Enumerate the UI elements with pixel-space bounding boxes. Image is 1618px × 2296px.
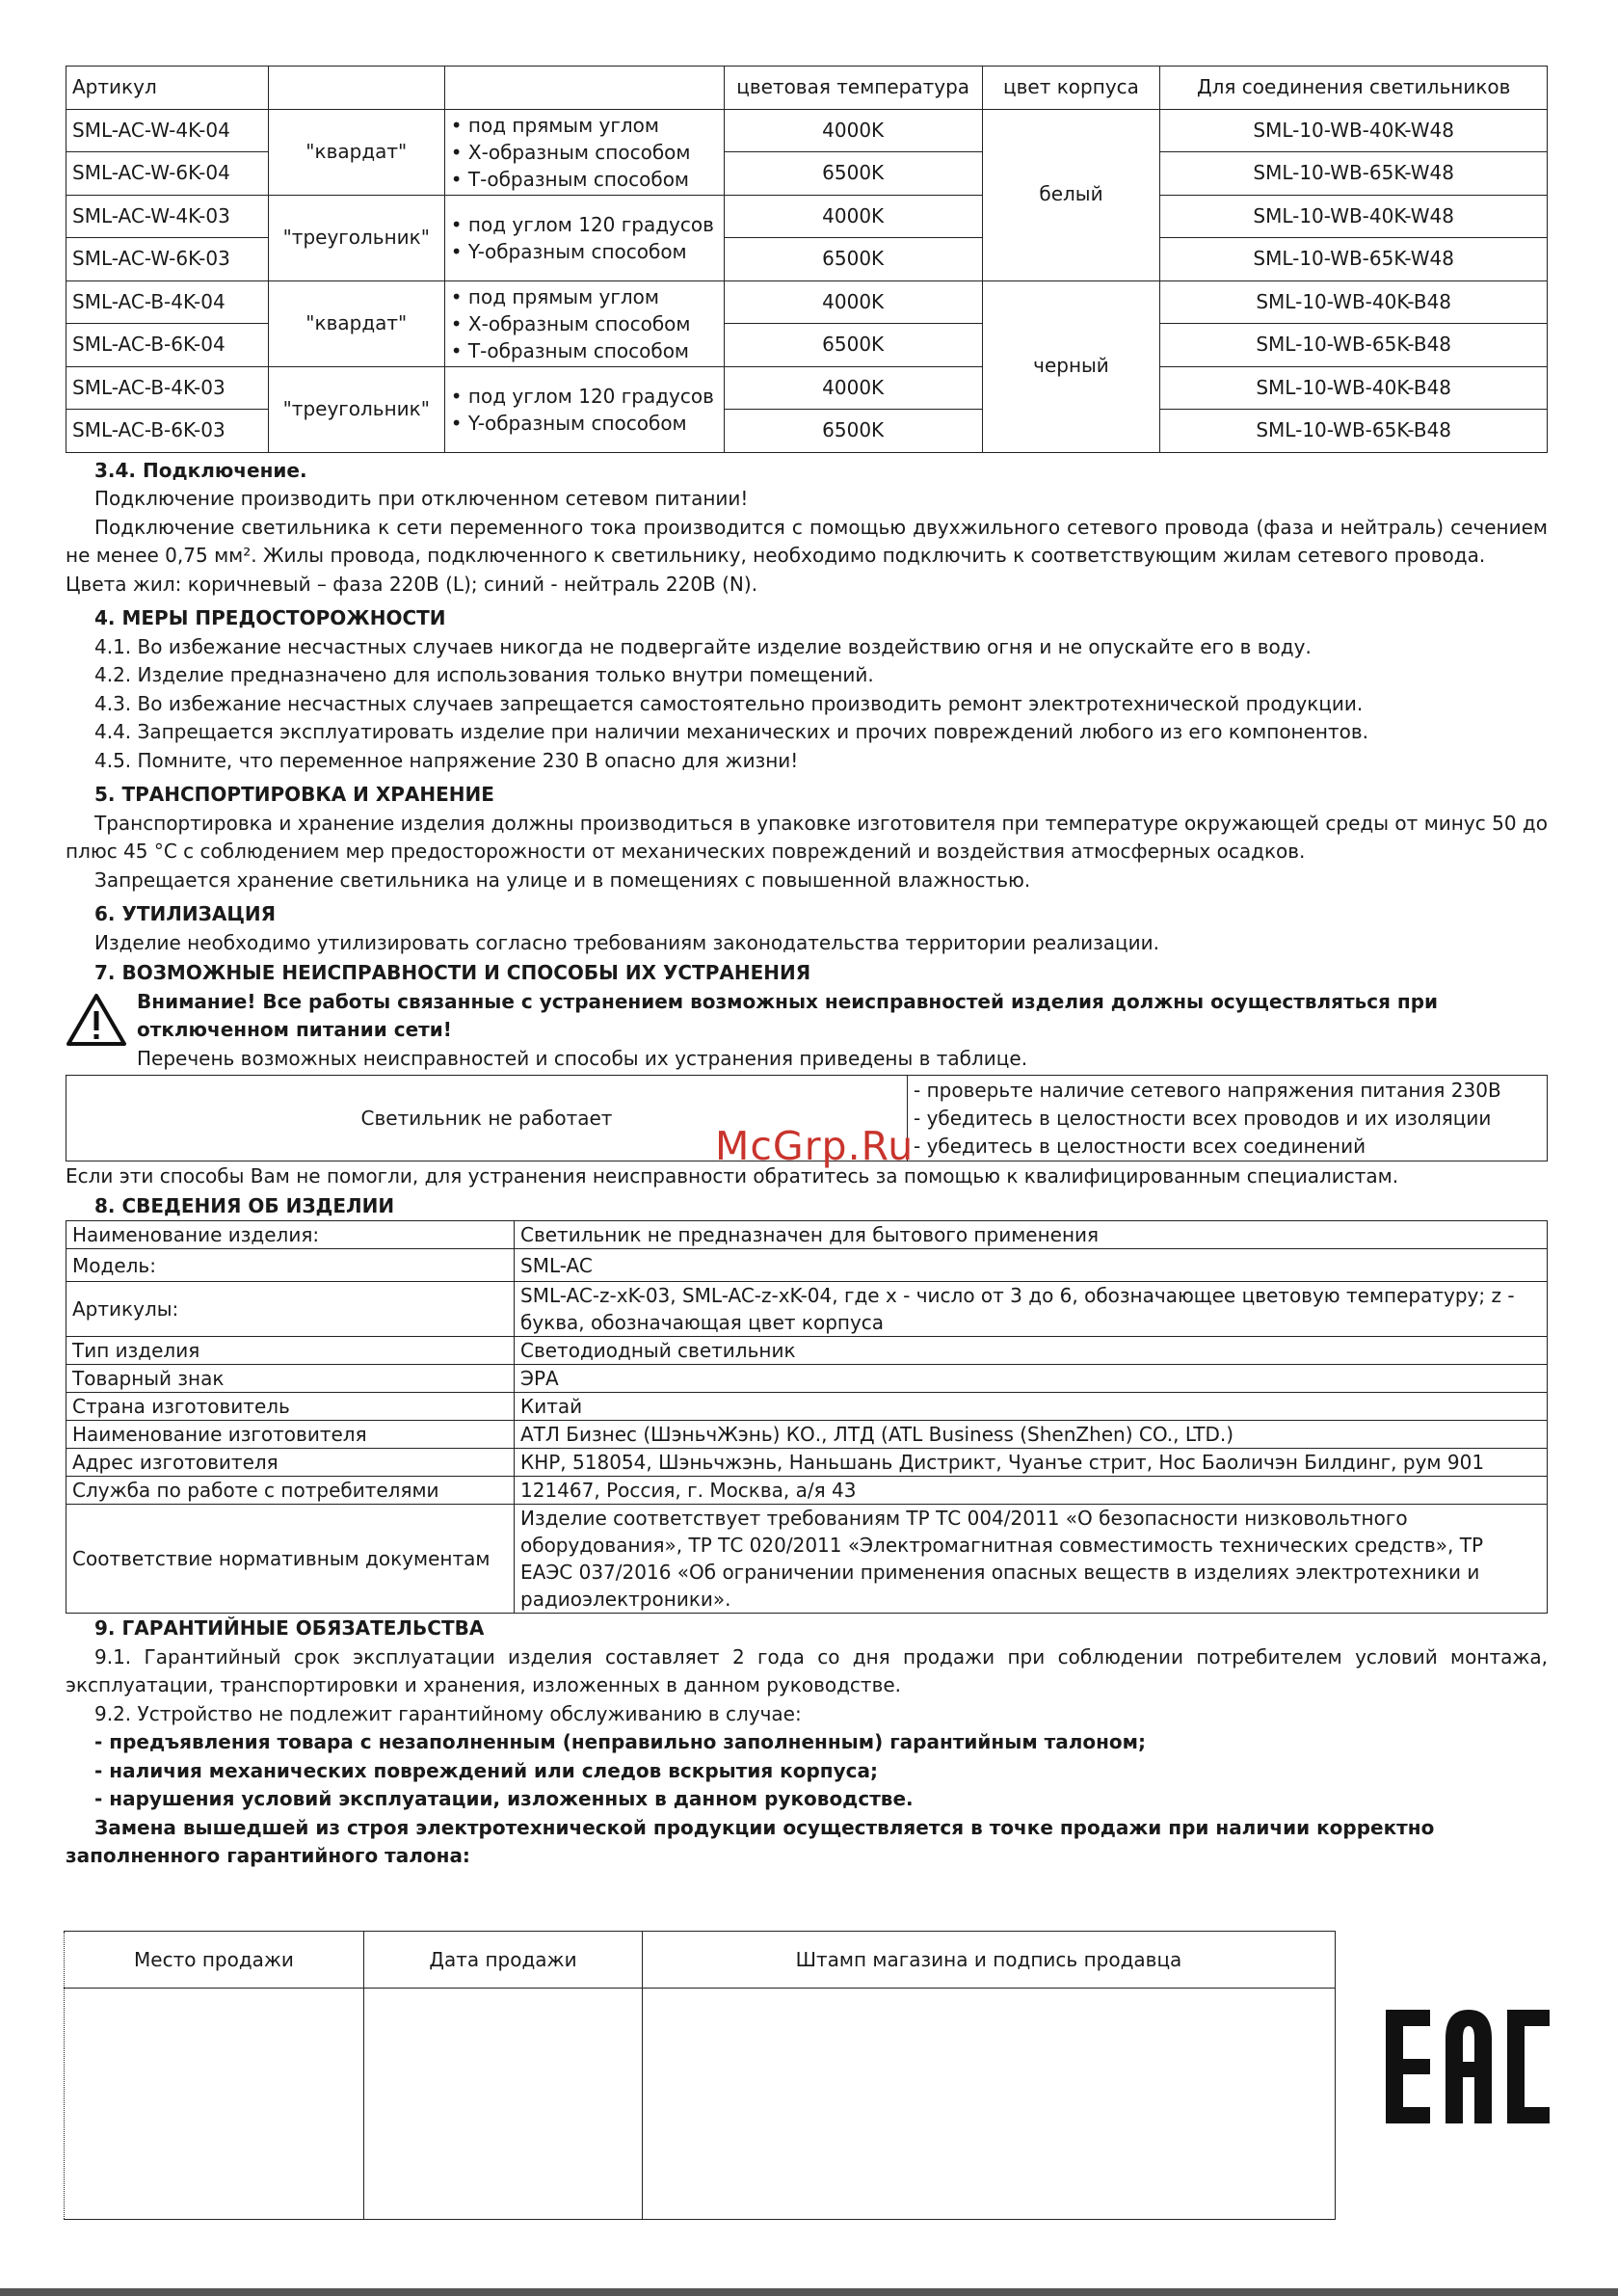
watermark: McGrp.Ru <box>715 1123 915 1169</box>
features-cell <box>444 280 724 366</box>
section-connection <box>66 457 1548 600</box>
warning-icon <box>66 992 127 1048</box>
section-title: 4. МЕРЫ ПРЕДОСТОРОЖНОСТИ <box>94 606 446 629</box>
section-title: 9. ГАРАНТИЙНЫЕ ОБЯЗАТЕЛЬСТВА <box>94 1616 485 1640</box>
table-row <box>66 1249 1548 1282</box>
connection-cell: SML-10-WB-65K-B48 <box>1160 324 1548 367</box>
paragraph: Запрещается хранение светильника на улице и в помещениях с повышенной влажностью. <box>94 868 1031 892</box>
feature-line: • Т-образным способом <box>450 167 690 191</box>
warning-block <box>66 988 1548 1074</box>
table-row <box>66 109 1548 152</box>
temp-cell: 4000K <box>724 195 982 238</box>
info-value: 121467, Россия, г. Москва, а/я 43 <box>515 1477 1548 1505</box>
table-row <box>66 1337 1548 1365</box>
info-key: Артикулы: <box>66 1282 515 1337</box>
paragraph: Перечень возможных неисправностей и способы их устранения приведены в таблице. <box>137 1046 1028 1070</box>
table-row <box>66 1505 1548 1614</box>
paragraph: 9.2. Устройство не подлежит гарантийному обслуживанию в случае: <box>94 1701 802 1725</box>
fault-cell: Светильник не работает <box>66 1076 908 1161</box>
eac-logo <box>1386 2010 1550 2123</box>
temp-cell: 4000K <box>724 280 982 324</box>
feature-line: • под прямым углом <box>450 113 659 137</box>
temp-cell: 6500K <box>724 152 982 196</box>
paragraph: Изделие необходимо утилизировать согласно требованиям законодательства территории реализации. <box>94 930 1159 954</box>
article-cell: SML-AC-B-4K-04 <box>66 280 269 324</box>
remedy-line: - проверьте наличие сетевого напряжения питания 230В <box>914 1078 1501 1102</box>
body-color-cell: черный <box>982 280 1160 452</box>
info-value: ЭРА <box>515 1365 1548 1393</box>
temp-cell: 4000K <box>724 109 982 152</box>
feature-line: • Y-образным способом <box>450 239 687 263</box>
info-value: Светильник не предназначен для бытового применения <box>515 1221 1548 1249</box>
list-item: 4.3. Во избежание несчастных случаев запрещается самостоятельно производить ремонт электротехнической продукции. <box>94 691 1364 715</box>
connection-cell: SML-10-WB-40K-B48 <box>1160 280 1548 324</box>
paragraph: Подключение светильника к сети переменного тока производится с помощью двухжильного сетевого провода (фаза и нейтраль) сечением не менее 0,75 мм². Жилы провода, подключенного к светильнику, необходимо подключить к соответствующим жилам сетевого провода. <box>66 515 1548 567</box>
info-value: Изделие соответствует требованиям ТР ТС 004/2011 «О безопасности низковольтного оборудования», ТР ТС 020/2011 «Электромагнитная совместимость технических средств», ТР ЕАЭС 037/2016 «Об ограничении применения опасных веществ в изделиях электротехники и радиоэлектроники». <box>515 1505 1548 1614</box>
product-info-table <box>66 1220 1548 1614</box>
table-row <box>66 1477 1548 1505</box>
paragraph: Если эти способы Вам не помогли, для устранения неисправности обратитесь за помощью к квалифицированным специалистам. <box>66 1164 1399 1188</box>
date-of-sale-field[interactable] <box>363 1989 642 2220</box>
table-row <box>66 1421 1548 1449</box>
info-value: SML-AC <box>515 1249 1548 1282</box>
paragraph: 9.1. Гарантийный срок эксплуатации изделия составляет 2 года со дня продажи при соблюдении потребителем условий монтажа, эксплуатации, транспортировки и хранения, изложенных в данном руководстве. <box>66 1644 1548 1696</box>
article-cell: SML-AC-W-4K-03 <box>66 195 269 238</box>
paragraph: Транспортировка и хранение изделия должны производиться в упаковке изготовителя при температуре окружающей среды от минус 50 до плюс 45 °С с соблюдением мер предосторожности от механических повреждений и воздействия атмосферных осадков. <box>66 811 1548 863</box>
table-row <box>66 1449 1548 1477</box>
feature-line: • Х-образным способом <box>450 311 691 335</box>
table-row <box>66 1393 1548 1421</box>
article-cell: SML-AC-W-6K-04 <box>66 152 269 196</box>
article-cell: SML-AC-B-4K-03 <box>66 366 269 410</box>
section-product-info <box>66 1192 1548 1615</box>
feature-line: • под углом 120 градусов <box>450 384 714 408</box>
paragraph: Подключение производить при отключенном сетевом питании! <box>94 487 749 510</box>
feature-line: • Y-образным способом <box>450 411 687 435</box>
info-value: Светодиодный светильник <box>515 1337 1548 1365</box>
bottom-divider <box>0 2288 1618 2296</box>
feature-line: • Т-образным способом <box>450 338 690 362</box>
section-transport <box>66 781 1548 894</box>
info-key: Адрес изготовителя <box>66 1449 515 1477</box>
header-stamp-signature: Штамп магазина и подпись продавца <box>642 1932 1335 1989</box>
section-title: 7. ВОЗМОЖНЫЕ НЕИСПРАВНОСТИ И СПОСОБЫ ИХ УСТРАНЕНИЯ <box>94 961 811 984</box>
list-item: 4.4. Запрещается эксплуатировать изделие при наличии механических и прочих повреждений любого из его компонентов. <box>94 720 1369 743</box>
features-cell <box>444 195 724 280</box>
info-key: Тип изделия <box>66 1337 515 1365</box>
document-page <box>66 66 1548 1871</box>
warranty-final: Замена вышедшей из строя электротехнической продукции осуществляется в точке продажи при наличии корректно заполненного гарантийного талона: <box>66 1815 1435 1867</box>
features-cell <box>444 109 724 195</box>
shape-cell: "треугольник" <box>268 366 444 452</box>
paragraph: Цвета жил: коричневый – фаза 220В (L); синий - нейтраль 220В (N). <box>66 572 758 596</box>
section-warranty <box>66 1615 1548 1871</box>
shape-cell: "квардат" <box>268 109 444 195</box>
info-key: Наименование изготовителя <box>66 1421 515 1449</box>
info-value: АТЛ Бизнес (ШэньчЖэнь) КО., ЛТД (ATL Business (ShenZhen) CO., LTD.) <box>515 1421 1548 1449</box>
article-cell: SML-AC-W-4K-04 <box>66 109 269 152</box>
table-row <box>66 1282 1548 1337</box>
info-key: Служба по работе с потребителями <box>66 1477 515 1505</box>
info-value: КНР, 518054, Шэньчжэнь, Наньшань Дистрикт, Чуанъе стрит, Нос Баоличэн Билдинг, рум 901 <box>515 1449 1548 1477</box>
connection-cell: SML-10-WB-40K-B48 <box>1160 366 1548 410</box>
shape-cell: "квардат" <box>268 280 444 366</box>
article-cell: SML-AC-B-6K-04 <box>66 324 269 367</box>
article-cell: SML-AC-W-6K-03 <box>66 238 269 281</box>
features-cell <box>444 366 724 452</box>
section-title: 6. УТИЛИЗАЦИЯ <box>94 902 277 925</box>
info-value: SML-AC-z-xK-03, SML-AC-z-xK-04, где x - число от 3 до 6, обозначающее цветовую температуру; z - буква, обозначающая цвет корпуса <box>515 1282 1548 1337</box>
header-shape <box>268 67 444 110</box>
info-key: Страна изготовитель <box>66 1393 515 1421</box>
header-connection: Для соединения светильников <box>1160 67 1548 110</box>
place-of-sale-field[interactable] <box>65 1989 364 2220</box>
header-body-color: цвет корпуса <box>982 67 1160 110</box>
connection-cell: SML-10-WB-65K-B48 <box>1160 410 1548 453</box>
connection-cell: SML-10-WB-40K-W48 <box>1160 109 1548 152</box>
connection-cell: SML-10-WB-40K-W48 <box>1160 195 1548 238</box>
header-features <box>444 67 724 110</box>
article-cell: SML-AC-B-6K-03 <box>66 410 269 453</box>
section-precautions <box>66 604 1548 775</box>
stamp-signature-field[interactable] <box>642 1989 1335 2220</box>
table-row <box>66 280 1548 324</box>
table-row <box>65 1989 1336 2220</box>
warranty-exclusion: - наличия механических повреждений или следов вскрытия корпуса; <box>94 1758 879 1782</box>
product-table-header <box>66 67 1548 110</box>
list-item: 4.2. Изделие предназначено для использования только внутри помещений. <box>94 663 874 686</box>
list-item: 4.1. Во избежание несчастных случаев никогда не подвергайте изделие воздействию огня и не опускайте его в воду. <box>94 634 1312 658</box>
table-row <box>66 1365 1548 1393</box>
sale-table <box>64 1931 1336 2220</box>
header-place-of-sale: Место продажи <box>65 1932 364 1989</box>
remedy-cell <box>908 1076 1548 1161</box>
connection-cell: SML-10-WB-65K-W48 <box>1160 152 1548 196</box>
sale-table-header <box>65 1932 1336 1989</box>
section-title: 5. ТРАНСПОРТИРОВКА И ХРАНЕНИЕ <box>94 783 494 806</box>
temp-cell: 6500K <box>724 238 982 281</box>
header-article: Артикул <box>66 67 269 110</box>
info-key: Наименование изделия: <box>66 1221 515 1249</box>
table-row <box>66 366 1548 410</box>
warning-text: Внимание! Все работы связанные с устранением возможных неисправностей изделия должны осуществляться при отключенном питании сети! <box>137 989 1439 1041</box>
body-color-cell: белый <box>982 109 1160 280</box>
info-key: Товарный знак <box>66 1365 515 1393</box>
temp-cell: 6500K <box>724 410 982 453</box>
header-date-of-sale: Дата продажи <box>363 1932 642 1989</box>
warranty-exclusion: - нарушения условий эксплуатации, изложенных в данном руководстве. <box>94 1787 914 1810</box>
section-title: 8. СВЕДЕНИЯ ОБ ИЗДЕЛИИ <box>94 1193 395 1217</box>
header-color-temp: цветовая температура <box>724 67 982 110</box>
warranty-exclusion: - предъявления товара с незаполненным (неправильно заполненным) гарантийным талоном; <box>94 1730 1147 1753</box>
section-disposal <box>66 900 1548 957</box>
info-key: Модель: <box>66 1249 515 1282</box>
temp-cell: 6500K <box>724 324 982 367</box>
shape-cell: "треугольник" <box>268 195 444 280</box>
list-item: 4.5. Помните, что переменное напряжение 230 В опасно для жизни! <box>94 748 799 772</box>
feature-line: • под прямым углом <box>450 284 659 308</box>
table-row <box>66 1221 1548 1249</box>
info-key: Соответствие нормативным документам <box>66 1505 515 1614</box>
feature-line: • под углом 120 градусов <box>450 212 714 236</box>
connection-cell: SML-10-WB-65K-W48 <box>1160 238 1548 281</box>
info-value: Китай <box>515 1393 1548 1421</box>
remedy-line: - убедитесь в целостности всех проводов и их изоляции <box>914 1106 1492 1130</box>
product-table <box>66 66 1548 453</box>
temp-cell: 4000K <box>724 366 982 410</box>
section-title: 3.4. Подключение. <box>94 458 307 482</box>
remedy-line: - убедитесь в целостности всех соединений <box>914 1134 1366 1158</box>
table-row <box>66 195 1548 238</box>
feature-line: • Х-образным способом <box>450 140 691 164</box>
